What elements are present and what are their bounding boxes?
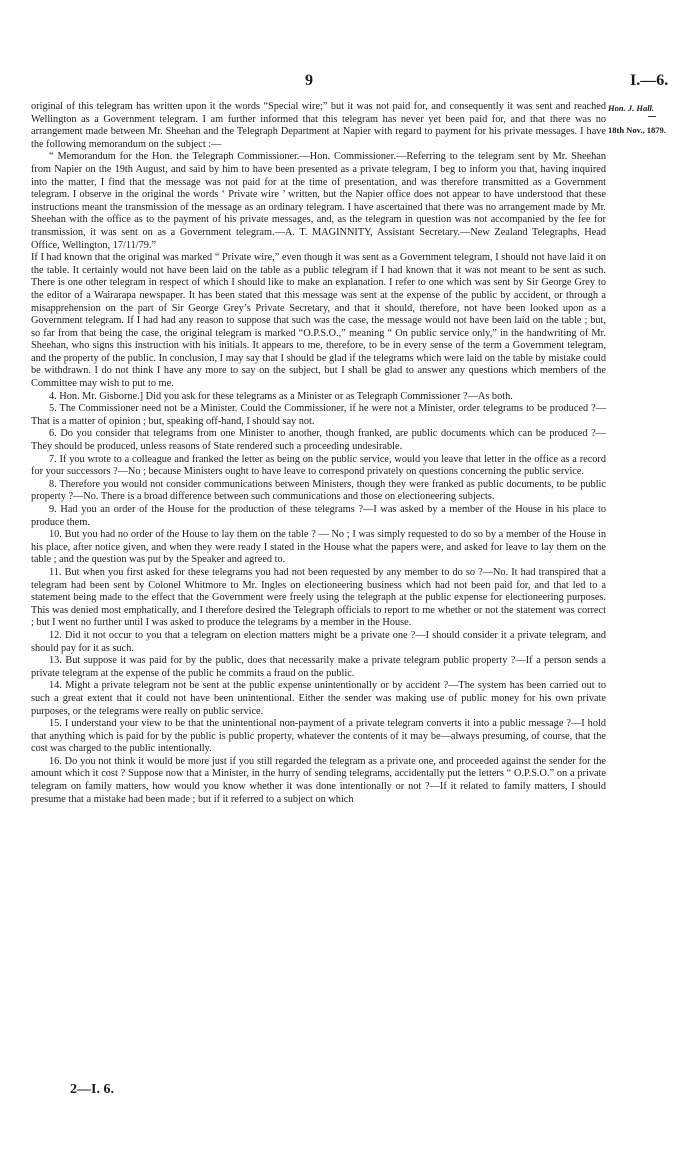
question-14: 14. Might a private telegram not be sent at the public expense unintentionally or by accident ?—The system has been carried out to such a great extent that it could not have been unintentional. Either the sender was making use of public money for his own private purposes, or the telegrams were really on public service. [31,680,606,717]
question-9: 9. Had you an order of the House for the production of these telegrams ?—I was asked by a member of the House in his place to produce them. [31,504,606,528]
paragraph-continued: original of this telegram has written upon it the words “Special wire;” but it was not paid for, and consequently it was sent and reached Wellington as a Government telegram. I am further informed that this telegram has never yet been paid for, and that there was no arrangement made between Mr. Sheehan and the Telegraph Department at Napier with regard to payment for his private messages. I have the following memorandum on the subject :— [31,101,606,150]
margin-date-note: 18th Nov., 1879. [608,125,666,135]
question-8: 8. Therefore you would not consider communications between Ministers, though they were franked as public documents, to be public property ?—No. There is a broad difference between such communications and those on electioneering subjects. [31,478,606,503]
question-5: 5. The Commissioner need not be a Minister. Could the Commissioner, if he were not a Minister, order telegrams to be produced ?—That is a matter of opinion ; but, speaking off-hand, I should say not. [31,403,606,427]
question-12: 12. Did it not occur to you that a telegram on election matters might be a private one ?—I should consider it a private telegram, and should pay for it as such. [31,629,606,654]
paragraph: If I had known that the original was marked “ Private wire,” even though it was sent as a Government telegram, I should not have laid it on the table. It certainly would not have been laid on the table as a public telegram if I had known that it was not meant to be sent as such. There is one other telegram in respect of which I should like to make an explanation. I refer to one which was sent by Sir George Grey to the editor of a Wairarapa newspaper. It has been stated that this message was sent at the expense of the public by accident, or through a misapprehension on the part of Sir George Grey’s Private Secretary, and that it should, therefore, not have been looked upon as a Government telegram. If I had had any reason to suppose that such was the case, the message would not have been laid on the table ; but, so far from that being the case, the original telegram is marked “O.P.S.O.,” meaning “ On public service only,” in the handwriting of Mr. Sheehan, who signs this instruction with his initials. It appears to me, therefore, to be in every sense of the term a Government telegram, and the property of the public. In conclusion, I may say that I should be glad if the telegrams which were laid on the table by mistake could be withdrawn. I do not think I have any more to say on the subject, but I shall be glad to answer any questions which members of the Committee may wish to put to me. [31,252,606,390]
footer-signature: 2—I. 6. [70,1082,114,1097]
question-4: 4. Hon. Mr. Gisborne.] Did you ask for these telegrams as a Minister or as Telegraph Commissioner ?—As both. [49,390,513,402]
document-body [31,101,606,806]
question-11: 11. But when you first asked for these telegrams you had not been requested by any member to do so ?—No. It had transpired that a telegram had been sent by Colonel Whitmore to Mr. Ingles on electioneering business which had not been paid for, and that led to a statement being made to the effect that the Government were freely using the telegraph at the public expense for electioneering purposes. This was denied most emphatically, and I therefore desired the Telegraph officials to report to me whether or not the statement was correct ; but I went no further until I was asked to produce the telegrams by a member in the House. [31,566,606,629]
question-7: 7. If you wrote to a colleague and franked the letter as being on the public service, would you leave that letter in the office as a record for your successors ?—No ; because Ministers ought to have leave to correspond privately on questions concerning the public service. [31,453,606,478]
page-number: 9 [305,72,313,89]
question-16: 16. Do you not think it would be more just if you still regarded the telegram as a private one, and proceeded against the sender for the amount which it cost ? Suppose now that a Minister, in the hurry of sending telegrams, accidentally put the letters “ O.P.S.O.” on a private telegram on family matters, how would you know whether it was done intentionally or not ?—If it related to family matters, I should presume that a mistake had been made ; but if it referred to a subject on which [31,755,606,805]
question-6: 6. Do you consider that telegrams from one Minister to another, though franked, are public documents which can be produced ?—They should be produced, unless reasons of State rendered such a proceeding undesirable. [31,428,606,453]
document-reference: I.—6. [630,72,669,89]
question-13: 13. But suppose it was paid for by the public, does that necessarily make a private telegram public property ?—If a person sends a private telegram at the expense of the public he commits a fraud on the public. [31,655,606,679]
margin-author-note: Hon. J. Hall. [608,103,655,113]
question-15: 15. I understand your view to be that the unintentional non-payment of a private telegram converts it into a public message ?—I hold that anything which is paid for by the public is public property, whatever the contents of it may be—always presuming, of course, that the cost was charged to the public intentionally. [31,718,606,755]
margin-divider [648,116,656,117]
memorandum-paragraph: “ Memorandum for the Hon. the Telegraph Commissioner.—Hon. Commissioner.—Referring to the telegram sent by Mr. Sheehan from Napier on the 19th August, and said by him to have been presented as a private telegram, I beg to inform you that, having inquired into the matter, I find that the message was not paid for at the time of presentation, and was therefore transmitted as a Government telegram. I observe in the original the words ‘ Private wire ’ written, but the Napier office does not appear to have understood that these instructions meant the transmission of the message as an ordinary telegram. I have ascertained that there was no arrangement made by Mr. Sheehan with the office as to the payment of his private messages, and, as the telegram in question was not accompanied by the fee for transmission, it was sent on as a Government telegram.—A. T. MAGINNITY, Assistant Secretary.—New Zealand Telegraphs, Head Office, Wellington, 17/11/79.” [31,151,606,251]
question-10: 10. But you had no order of the House to lay them on the table ? — No ; I was simply requested to do so by a member of the House in his place, after notice given, and when they were ready I stated in the House what the papers were, and asked for leave to lay them on the table ; and the question was put by the Speaker and agreed to. [31,529,606,566]
